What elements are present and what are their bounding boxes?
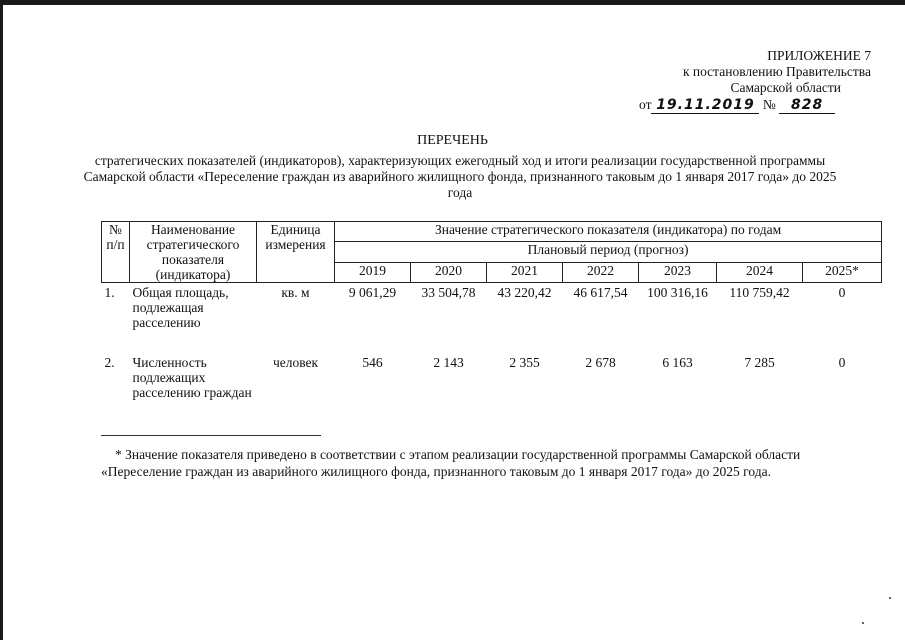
row-value: 33 504,78 (421, 285, 476, 300)
row-value: 546 (362, 354, 383, 370)
row-number: 1. (104, 285, 115, 300)
row-number: 2. (104, 354, 115, 370)
scan-speck (862, 622, 864, 624)
row-name: Численность подлежащих расселению граждан (132, 354, 252, 400)
header-num: № п/п (102, 222, 130, 283)
appendix-block (631, 48, 871, 114)
handwritten-date: 19.11.2019 (651, 97, 759, 114)
header-year: 2024 (717, 262, 803, 282)
row-value: 2 355 (509, 354, 540, 370)
scan-left-border (0, 0, 3, 640)
row-value: 6 163 (662, 354, 693, 370)
header-unit: Единица измерения (257, 222, 335, 283)
row-value: 9 061,29 (348, 285, 397, 300)
row-name: Общая площадь, подлежащая расселению (132, 285, 229, 330)
header-year: 2019 (335, 262, 411, 282)
appendix-date-number (631, 97, 871, 114)
row-value: 2 678 (585, 354, 616, 370)
appendix-resolution: к постановлению Правительства (682, 64, 871, 79)
row-value: 46 617,54 (573, 285, 628, 300)
footnote-text: * Значение показателя приведено в соответствии с этапом реализации государственной программы Самарской области «Переселение граждан из аварийного жилищного фонда, признанного таковым до 1 января 2017 года» до 2025 года. (101, 447, 801, 479)
header-year: 2022 (563, 262, 639, 282)
table-row (102, 355, 882, 427)
scan-speck (889, 597, 891, 599)
row-unit: кв. м (281, 285, 310, 300)
header-year: 2025* (803, 262, 882, 282)
row-value: 0 (838, 354, 846, 370)
table-row (102, 283, 882, 355)
header-values-group: Значение стратегического показателя (индикатора) по годам (335, 222, 882, 242)
header-period: Плановый период (прогноз) (335, 242, 882, 262)
document-title: ПЕРЕЧЕНЬ (417, 133, 488, 148)
indicators-table (101, 221, 882, 427)
appendix-title: ПРИЛОЖЕНИЕ 7 (767, 48, 871, 63)
row-value: 7 285 (744, 354, 775, 370)
row-value: 43 220,42 (497, 285, 552, 300)
date-prefix: от (639, 97, 652, 112)
header-year: 2021 (487, 262, 563, 282)
header-row-1 (102, 222, 882, 242)
footnote (101, 446, 861, 480)
row-unit: человек (272, 354, 319, 370)
document-subtitle: стратегических показателей (индикаторов), характеризующих ежегодный ход и итоги реализации государственной программы Самарской области «Переселение граждан из аварийного жилищного фонда, признанного таковым до 1 января 2017 года» до 2025 года (83, 153, 837, 200)
row-value: 110 759,42 (729, 285, 790, 300)
footnote-separator (101, 435, 321, 436)
header-name: Наименование стратегического показателя (индикатора) (130, 222, 257, 283)
scan-top-border (0, 0, 905, 5)
header-year: 2020 (411, 262, 487, 282)
handwritten-number: 828 (779, 97, 835, 114)
row-value: 2 143 (433, 354, 464, 370)
number-prefix: № (762, 97, 776, 112)
row-value: 100 316,16 (647, 285, 708, 300)
header-year: 2023 (639, 262, 717, 282)
row-value: 0 (838, 285, 846, 300)
appendix-region: Самарской области (730, 80, 841, 95)
